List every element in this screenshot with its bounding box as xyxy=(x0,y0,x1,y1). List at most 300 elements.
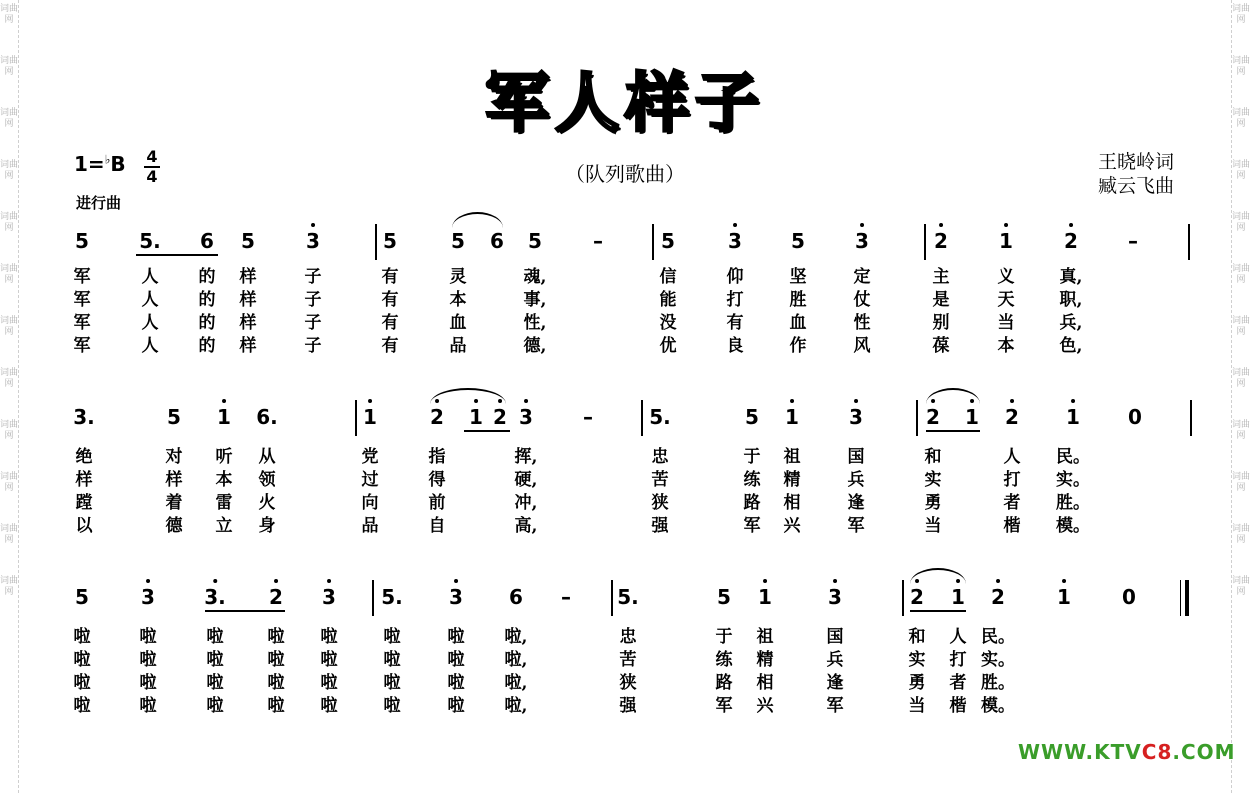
note xyxy=(269,586,283,608)
note xyxy=(785,406,799,428)
lyric-char: 人 xyxy=(1003,447,1021,467)
lyric-char: 人 xyxy=(141,336,159,356)
lyric-char: 的 xyxy=(198,290,216,310)
lyric-char: 逢 xyxy=(826,673,844,693)
lyric-char: 定 xyxy=(853,267,871,287)
lyric-char: 绝 xyxy=(75,447,93,467)
lyric-char: 祖 xyxy=(783,447,801,467)
note xyxy=(449,586,463,608)
strip-text: 词曲网 xyxy=(1232,56,1250,77)
lyric-char: 能 xyxy=(659,290,677,310)
lyric-char: 民。 xyxy=(981,627,1015,647)
lyric-char: 党 xyxy=(361,447,379,467)
lyric-char: 胜。 xyxy=(981,673,1015,693)
lyric-char: 勇 xyxy=(924,493,942,513)
lyric-char: 身 xyxy=(258,516,276,536)
lyric-char: 楷 xyxy=(1003,516,1021,536)
key-base: 1= xyxy=(74,152,105,176)
beam-underline xyxy=(910,610,966,612)
high-octave-dot xyxy=(454,579,458,583)
watermark-prefix: WWW. xyxy=(1018,740,1095,764)
lyric-char: 啦 xyxy=(73,627,91,647)
lyric-char: 啦 xyxy=(383,673,401,693)
note-text: 2 xyxy=(493,405,507,429)
note xyxy=(717,586,731,608)
note-text: 1 xyxy=(1057,585,1071,609)
note xyxy=(758,586,772,608)
lyric-line xyxy=(0,515,1250,539)
bar-line xyxy=(611,580,613,616)
lyric-char: 从 xyxy=(258,447,276,467)
lyric-char: 当 xyxy=(924,516,942,536)
note xyxy=(849,406,863,428)
note-text: 6 xyxy=(490,229,504,253)
note-text: 1 xyxy=(785,405,799,429)
lyric-char: 坚 xyxy=(789,267,807,287)
note-text: 3 xyxy=(728,229,742,253)
lyric-char: 啦 xyxy=(267,696,285,716)
lyric-char: 啦 xyxy=(447,627,465,647)
note xyxy=(728,230,742,252)
song-title: 军人样子 xyxy=(485,67,765,141)
high-octave-dot xyxy=(213,579,217,583)
strip-text: 词曲网 xyxy=(0,524,19,545)
bar-line xyxy=(1190,400,1192,436)
high-octave-dot xyxy=(327,579,331,583)
lyric-char: 军 xyxy=(715,696,733,716)
bar-line xyxy=(375,224,377,260)
high-octave-dot xyxy=(1004,223,1008,227)
high-octave-dot xyxy=(763,579,767,583)
note xyxy=(167,406,181,428)
lyric-char: 当 xyxy=(997,313,1015,333)
key-note: B xyxy=(110,152,126,176)
lyric-char: 血 xyxy=(449,313,467,333)
strip-text: 词曲网 xyxy=(1232,420,1250,441)
lyric-char: 别 xyxy=(932,313,950,333)
notation-line xyxy=(0,576,1250,616)
high-octave-dot xyxy=(311,223,315,227)
lyric-line xyxy=(0,446,1250,470)
lyric-char: 忠 xyxy=(619,627,637,647)
lyric-char: 啦 xyxy=(73,650,91,670)
strip-text: 词曲网 xyxy=(1232,108,1250,129)
high-octave-dot xyxy=(146,579,150,583)
strip-text: 词曲网 xyxy=(0,108,19,129)
lyric-char: 啦 xyxy=(320,627,338,647)
lyric-char: 精 xyxy=(756,650,774,670)
lyric-char: 军 xyxy=(73,313,91,333)
final-bar-thin xyxy=(1180,580,1181,616)
lyric-char: 以 xyxy=(75,516,93,536)
note-text: 5 xyxy=(75,585,89,609)
lyric-line xyxy=(0,469,1250,493)
lyric-char: 火 xyxy=(258,493,276,513)
lyric-char: 优 xyxy=(659,336,677,356)
lyric-char: 国 xyxy=(847,447,865,467)
note-text: 5 xyxy=(745,405,759,429)
high-octave-dot xyxy=(939,223,943,227)
note xyxy=(381,586,403,608)
note-text: 2 xyxy=(926,405,940,429)
lyric-char: 领 xyxy=(258,470,276,490)
lyric-char: 啦 xyxy=(320,673,338,693)
note-text: 6 xyxy=(200,229,214,253)
lyric-char: 本 xyxy=(215,470,233,490)
lyric-line xyxy=(0,649,1250,673)
lyric-char: 胜。 xyxy=(1056,493,1090,513)
note-text: 2 xyxy=(430,405,444,429)
note-text: 2 xyxy=(1005,405,1019,429)
lyric-char: 啦 xyxy=(267,627,285,647)
slur xyxy=(430,388,506,404)
lyric-char: 样 xyxy=(239,313,257,333)
note xyxy=(306,230,320,252)
note xyxy=(951,586,965,608)
lyric-char: 有 xyxy=(381,313,399,333)
lyric-char: 主 xyxy=(932,267,950,287)
lyric-char: 路 xyxy=(715,673,733,693)
lyric-char: 啦 xyxy=(447,696,465,716)
note-text: 5 xyxy=(528,229,542,253)
lyric-char: 啦 xyxy=(267,650,285,670)
lyric-char: 军 xyxy=(743,516,761,536)
lyric-char: 军 xyxy=(826,696,844,716)
bar-line xyxy=(641,400,643,436)
note xyxy=(519,406,533,428)
note-text: – xyxy=(561,585,571,609)
lyric-char: 路 xyxy=(743,493,761,513)
note xyxy=(1005,406,1019,428)
note-text: 3 xyxy=(449,585,463,609)
note xyxy=(926,406,940,428)
note xyxy=(75,230,89,252)
lyric-char: 性, xyxy=(523,313,547,333)
lyric-char: 灵 xyxy=(449,267,467,287)
lyric-char: 子 xyxy=(304,290,322,310)
high-octave-dot xyxy=(222,399,226,403)
lyric-char: 魂, xyxy=(523,267,547,287)
lyric-char: 样 xyxy=(165,470,183,490)
note xyxy=(999,230,1013,252)
note xyxy=(1057,586,1071,608)
lyric-char: 逢 xyxy=(847,493,865,513)
lyric-char: 练 xyxy=(743,470,761,490)
lyric-char: 啦 xyxy=(267,673,285,693)
lyric-char: 打 xyxy=(1003,470,1021,490)
beam-underline xyxy=(926,430,980,432)
lyric-char: 硬, xyxy=(514,470,538,490)
lyric-char: 样 xyxy=(239,336,257,356)
slur xyxy=(926,388,980,404)
lyric-char: 啦 xyxy=(383,627,401,647)
note xyxy=(469,406,483,428)
note xyxy=(1128,406,1142,428)
lyric-char: 品 xyxy=(449,336,467,356)
lyric-char: 样 xyxy=(239,290,257,310)
lyric-line xyxy=(0,266,1250,290)
note xyxy=(910,586,924,608)
lyric-char: 啦 xyxy=(73,673,91,693)
strip-text: 词曲网 xyxy=(0,316,19,337)
note-text: 5 xyxy=(241,229,255,253)
note-text: 5 xyxy=(717,585,731,609)
note-text: 1 xyxy=(363,405,377,429)
bar-line xyxy=(902,580,904,616)
strip-text: 词曲网 xyxy=(1232,316,1250,337)
lyric-char: 练 xyxy=(715,650,733,670)
note-text: 3. xyxy=(73,405,95,429)
strip-text: 词曲网 xyxy=(1232,212,1250,233)
lyric-char: 是 xyxy=(932,290,950,310)
lyric-char: 民。 xyxy=(1056,447,1090,467)
lyric-char: 样 xyxy=(75,470,93,490)
note-text: 3 xyxy=(306,229,320,253)
lyric-char: 胜 xyxy=(789,290,807,310)
note xyxy=(451,230,465,252)
lyric-char: 挥, xyxy=(514,447,538,467)
lyric-char: 人 xyxy=(141,267,159,287)
note-text: – xyxy=(1128,229,1138,253)
lyric-char: 信 xyxy=(659,267,677,287)
note-text: 3. xyxy=(204,585,226,609)
lyric-char: 有 xyxy=(726,313,744,333)
lyric-char: 者 xyxy=(949,673,967,693)
strip-text: 词曲网 xyxy=(1232,160,1250,181)
lyric-char: 事, xyxy=(523,290,547,310)
note-text: 1 xyxy=(1066,405,1080,429)
beam-underline xyxy=(136,254,218,256)
strip-text: 词曲网 xyxy=(0,4,19,25)
lyric-char: 兴 xyxy=(756,696,774,716)
note-text: 5. xyxy=(617,585,639,609)
note-text: 2 xyxy=(1064,229,1078,253)
lyric-char: 啦, xyxy=(504,650,528,670)
high-octave-dot xyxy=(833,579,837,583)
note-text: 3 xyxy=(141,585,155,609)
lyric-char: 模。 xyxy=(1056,516,1090,536)
lyric-char: 前 xyxy=(428,493,446,513)
lyric-char: 相 xyxy=(783,493,801,513)
note-text: 0 xyxy=(1128,405,1142,429)
lyric-char: 啦 xyxy=(139,696,157,716)
note xyxy=(617,586,639,608)
strip-text: 词曲网 xyxy=(0,472,19,493)
lyric-char: 相 xyxy=(756,673,774,693)
note-text: 0 xyxy=(1122,585,1136,609)
lyric-char: 风 xyxy=(853,336,871,356)
strip-text: 词曲网 xyxy=(0,160,19,181)
note-text: 2 xyxy=(991,585,1005,609)
lyric-char: 雷 xyxy=(215,493,233,513)
lyricist: 王晓岭词 xyxy=(1098,151,1175,173)
lyric-char: 仗 xyxy=(853,290,871,310)
slur xyxy=(910,568,966,584)
lyric-char: 着 xyxy=(165,493,183,513)
lyric-char: 蹚 xyxy=(75,493,93,513)
lyric-char: 子 xyxy=(304,336,322,356)
slur xyxy=(452,212,503,228)
bar-line xyxy=(1188,224,1190,260)
note-text: 6 xyxy=(509,585,523,609)
lyric-char: 兴 xyxy=(783,516,801,536)
strip-text: 词曲网 xyxy=(0,576,19,597)
high-octave-dot xyxy=(733,223,737,227)
lyric-char: 实。 xyxy=(1056,470,1090,490)
note-text: 5 xyxy=(383,229,397,253)
note xyxy=(73,406,95,428)
high-octave-dot xyxy=(996,579,1000,583)
note xyxy=(855,230,869,252)
lyric-char: 职, xyxy=(1059,290,1083,310)
lyric-char: 子 xyxy=(304,267,322,287)
note-text: 1 xyxy=(469,405,483,429)
lyric-line xyxy=(0,312,1250,336)
bar-line xyxy=(924,224,926,260)
lyric-char: 勇 xyxy=(908,673,926,693)
strip-text: 词曲网 xyxy=(0,420,19,441)
lyric-char: 啦 xyxy=(139,673,157,693)
lyric-char: 苦 xyxy=(651,470,669,490)
note xyxy=(934,230,948,252)
note-text: 5 xyxy=(791,229,805,253)
lyric-char: 精 xyxy=(783,470,801,490)
lyric-char: 本 xyxy=(449,290,467,310)
lyric-char: 啦 xyxy=(383,650,401,670)
note xyxy=(200,230,214,252)
lyric-char: 强 xyxy=(651,516,669,536)
note-text: 2 xyxy=(934,229,948,253)
watermark-mid: KTV xyxy=(1094,740,1142,764)
lyric-line xyxy=(0,492,1250,516)
lyric-char: 国 xyxy=(826,627,844,647)
note-text: 3 xyxy=(855,229,869,253)
composer: 臧云飞曲 xyxy=(1098,175,1175,197)
lyric-char: 品 xyxy=(361,516,379,536)
lyric-char: 没 xyxy=(659,313,677,333)
bar-line xyxy=(372,580,374,616)
lyric-char: 啦 xyxy=(447,673,465,693)
note-text: 1 xyxy=(217,405,231,429)
lyric-char: 实。 xyxy=(981,650,1015,670)
subtitle: （队列歌曲） xyxy=(565,162,685,186)
lyric-char: 天 xyxy=(997,290,1015,310)
high-octave-dot xyxy=(1010,399,1014,403)
lyric-char: 有 xyxy=(381,267,399,287)
note-text: 5 xyxy=(661,229,675,253)
note-text: 2 xyxy=(269,585,283,609)
high-octave-dot xyxy=(854,399,858,403)
note xyxy=(1128,230,1138,252)
high-octave-dot xyxy=(1062,579,1066,583)
high-octave-dot xyxy=(860,223,864,227)
note-text: 1 xyxy=(951,585,965,609)
lyric-char: 军 xyxy=(73,267,91,287)
note-text: 3 xyxy=(519,405,533,429)
watermark-brand: C8 xyxy=(1141,740,1173,764)
lyric-line xyxy=(0,335,1250,359)
note xyxy=(75,586,89,608)
note xyxy=(593,230,603,252)
lyric-char: 啦 xyxy=(139,650,157,670)
strip-text: 词曲网 xyxy=(0,264,19,285)
lyric-char: 苦 xyxy=(619,650,637,670)
note-text: 5 xyxy=(451,229,465,253)
lyric-char: 啦 xyxy=(206,696,224,716)
lyric-char: 人 xyxy=(141,313,159,333)
lyric-char: 葆 xyxy=(932,336,950,356)
lyric-char: 打 xyxy=(726,290,744,310)
lyric-char: 啦 xyxy=(206,650,224,670)
note xyxy=(493,406,507,428)
lyric-char: 啦, xyxy=(504,673,528,693)
note xyxy=(661,230,675,252)
time-bottom: 4 xyxy=(144,166,160,186)
note-text: 5. xyxy=(381,585,403,609)
lyric-char: 性 xyxy=(853,313,871,333)
note xyxy=(965,406,979,428)
lyric-char: 良 xyxy=(726,336,744,356)
lyric-char: 高, xyxy=(514,516,538,536)
strip-text: 词曲网 xyxy=(1232,576,1250,597)
lyric-char: 的 xyxy=(198,336,216,356)
final-bar-thick xyxy=(1185,580,1189,616)
lyric-char: 楷 xyxy=(949,696,967,716)
lyric-char: 打 xyxy=(949,650,967,670)
lyric-line xyxy=(0,626,1250,650)
lyric-char: 人 xyxy=(141,290,159,310)
lyric-char: 狭 xyxy=(619,673,637,693)
note xyxy=(322,586,336,608)
notation-line xyxy=(0,220,1250,260)
note xyxy=(256,406,278,428)
lyric-char: 真, xyxy=(1059,267,1083,287)
lyric-char: 得 xyxy=(428,470,446,490)
high-octave-dot xyxy=(524,399,528,403)
note-text: 3 xyxy=(849,405,863,429)
lyric-char: 作 xyxy=(789,336,807,356)
lyric-line xyxy=(0,672,1250,696)
note xyxy=(383,230,397,252)
note-text: 3 xyxy=(828,585,842,609)
credits xyxy=(1098,150,1174,198)
lyric-char: 者 xyxy=(1003,493,1021,513)
high-octave-dot xyxy=(1071,399,1075,403)
bar-line xyxy=(916,400,918,436)
watermark-suffix: .COM xyxy=(1172,740,1236,764)
note-text: 1 xyxy=(758,585,772,609)
lyric-char: 子 xyxy=(304,313,322,333)
lyric-char: 军 xyxy=(73,290,91,310)
note xyxy=(1064,230,1078,252)
strip-text: 词曲网 xyxy=(1232,368,1250,389)
note xyxy=(430,406,444,428)
style-mark: 进行曲 xyxy=(76,194,122,212)
strip-text: 词曲网 xyxy=(0,56,19,77)
lyric-char: 义 xyxy=(997,267,1015,287)
lyric-char: 仰 xyxy=(726,267,744,287)
lyric-char: 德, xyxy=(523,336,547,356)
strip-text: 词曲网 xyxy=(0,368,19,389)
note xyxy=(991,586,1005,608)
lyric-char: 啦 xyxy=(447,650,465,670)
lyric-line xyxy=(0,289,1250,313)
lyric-char: 和 xyxy=(908,627,926,647)
note xyxy=(139,230,161,252)
lyric-char: 当 xyxy=(908,696,926,716)
lyric-char: 于 xyxy=(743,447,761,467)
note xyxy=(217,406,231,428)
